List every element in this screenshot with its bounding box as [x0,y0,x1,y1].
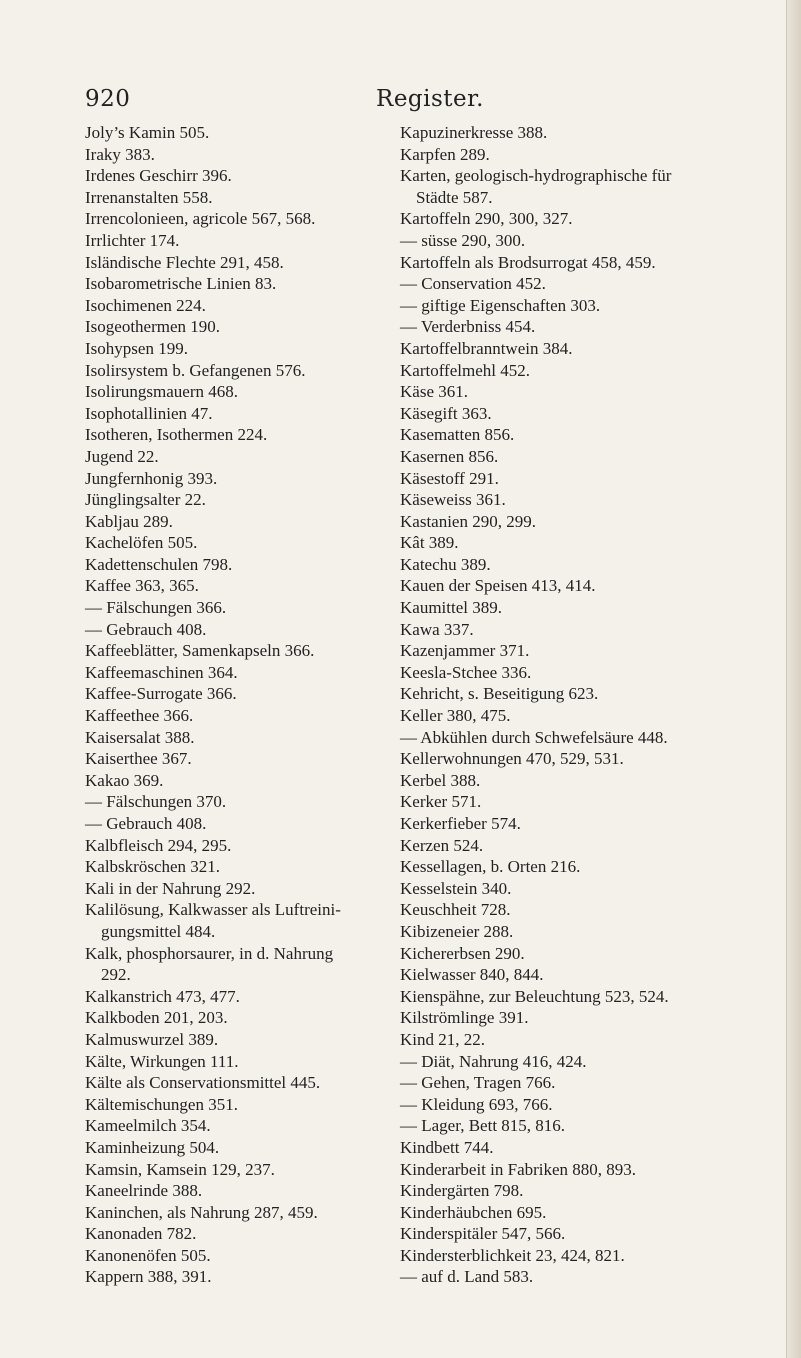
index-entry: Isländische Flechte 291, 458. [85,252,284,272]
index-entry: Kinderarbeit in Fabriken 880, 893. [400,1159,637,1179]
running-title: Register. [376,86,484,112]
index-entry: Kerkerfieber 574. [400,814,521,833]
index-entry: Kartoffelmehl 452. [400,360,530,380]
index-entry: Jünglingsalter 22. [85,490,206,510]
index-entry: Kaumittel 389. [400,598,502,618]
index-entry: Kellerwohnungen 470, 529, 531. [400,749,624,769]
index-entry: Kabljau 289. [85,511,173,531]
index-entry: — auf d. Land 583. [400,1267,534,1287]
index-entry: Kadettenschulen 798. [85,554,233,574]
index-entry: Kastanien 290, 299. [400,511,536,531]
index-entry: — Gehen, Tragen 766. [400,1073,556,1093]
index-entry: Iraky 383. [85,144,155,164]
index-entry: Kerbel 388. [400,770,481,790]
index-entry: Kaneelrinde 388. [85,1181,203,1201]
index-entry: Kältemischungen 351. [85,1094,238,1114]
index-entry: Keller 380, 475. [400,706,511,726]
index-entry: Keuschheit 728. [400,900,511,920]
index-entry: Käsegift 363. [400,403,492,423]
index-entry: Kartoffeln 290, 300, 327. [400,209,573,229]
index-entry: Kibizeneier 288. [400,921,514,941]
index-entry: Kienspähne, zur Beleuchtung 523, 524. [400,986,669,1006]
index-entry: Jungfernhonig 393. [85,468,218,488]
index-entry: Kaffee 363, 365. [85,576,199,596]
index-entry-continuation: gungsmittel 484. [101,921,216,941]
index-entry: Kielwasser 840, 844. [400,965,544,985]
index-entry: Käseweiss 361. [400,490,506,510]
index-entry: Kaninchen, als Nahrung 287, 459. [85,1202,318,1222]
index-entry: Kappern 388, 391. [85,1267,212,1287]
index-entry: Karten, geologisch-hydrographische für [400,166,672,186]
index-entry: Isotheren, Isothermen 224. [85,425,268,445]
index-entry: Irrenanstalten 558. [85,187,213,207]
index-entry: Kerzen 524. [400,835,484,855]
index-entry: Kachelöfen 505. [85,533,198,553]
index-entry: Kind 21, 22. [400,1029,485,1049]
index-entry: Kawa 337. [400,619,474,639]
index-entry: Irrencolonieen, agricole 567, 568. [85,209,316,229]
index-column-right [400,122,760,1288]
index-entry: Kaffeethee 366. [85,706,194,726]
page-header [85,86,725,116]
page-number: 920 [85,86,131,112]
index-entry: Kartoffelbranntwein 384. [400,338,573,358]
index-entry: Käsestoff 291. [400,468,499,488]
index-entry: — Conservation 452. [400,274,546,294]
index-entry: Kilströmlinge 391. [400,1008,529,1028]
index-entry: — Lager, Bett 815, 816. [400,1116,566,1136]
index-entry: Kalk, phosphorsaurer, in d. Nahrung [85,943,334,963]
index-entry: Isobarometrische Linien 83. [85,274,277,294]
index-entry: Kamsin, Kamsein 129, 237. [85,1159,275,1179]
index-entry: — Verderbniss 454. [400,317,536,337]
index-entry: Kindergärten 798. [400,1181,524,1201]
index-entry: Kameelmilch 354. [85,1116,211,1136]
index-entry: Kindersterblichkeit 23, 424, 821. [400,1245,625,1265]
index-entry: Käse 361. [400,382,468,402]
index-entry-continuation: Städte 587. [416,187,493,207]
index-entry: Kanonaden 782. [85,1224,197,1244]
index-entry-continuation: 292. [101,965,131,985]
index-entry: — Kleidung 693, 766. [400,1094,553,1114]
index-entry: Kât 389. [400,533,459,553]
index-entry: Kalbfleisch 294, 295. [85,835,232,855]
index-entry: Kakao 369. [85,770,164,790]
index-entry: Kalilösung, Kalkwasser als Luftreini- [85,900,341,920]
index-entry: — Abkühlen durch Schwefelsäure 448. [400,727,668,747]
index-entry: Kaiserthee 367. [85,749,192,769]
index-entry: Isochimenen 224. [85,295,206,315]
index-entry: Kesselstein 340. [400,878,512,898]
index-entry: Kaffee-Surrogate 366. [85,684,237,704]
index-entry: Isohypsen 199. [85,338,188,358]
index-entry: Kehricht, s. Beseitigung 623. [400,684,599,704]
index-entry: — Fälschungen 370. [85,792,227,812]
index-column-left [85,122,415,1288]
index-entry: Katechu 389. [400,554,491,574]
index-entry: Keesla-Stchee 336. [400,662,532,682]
index-entry: Kälte als Conservationsmittel 445. [85,1073,321,1093]
index-entry: Isolirsystem b. Gefangenen 576. [85,360,306,380]
index-entry: Kapuzinerkresse 388. [400,123,548,142]
index-entry: — giftige Eigenschaften 303. [400,295,601,315]
index-entry: Karpfen 289. [400,144,490,164]
index-entry: Isophotallinien 47. [85,403,213,423]
index-entry: Kaisersalat 388. [85,727,195,747]
index-entry: Jugend 22. [85,446,159,466]
index-entry: — Gebrauch 408. [85,814,207,833]
index-entry: Irdenes Geschirr 396. [85,166,232,186]
index-entry: Kaffeeblätter, Samenkapseln 366. [85,641,315,661]
index-entry: Kalmuswurzel 389. [85,1029,219,1049]
index-entry: Kaffeemaschinen 364. [85,662,238,682]
page-edge [786,0,801,1358]
index-entry: Kinderspitäler 547, 566. [400,1224,566,1244]
index-entry: Isolirungsmauern 468. [85,382,238,402]
index-entry: Kerker 571. [400,792,482,812]
index-entry: — Fälschungen 366. [85,598,227,618]
index-entry: Irrlichter 174. [85,230,180,250]
index-entry: Kanonenöfen 505. [85,1245,211,1265]
index-entry: — Diät, Nahrung 416, 424. [400,1051,587,1071]
index-entry: Kälte, Wirkungen 111. [85,1051,239,1071]
index-entry: Kartoffeln als Brodsurrogat 458, 459. [400,252,656,272]
index-entry: Kali in der Nahrung 292. [85,878,256,898]
index-entry: Kazenjammer 371. [400,641,530,661]
index-entry: Kaminheizung 504. [85,1137,220,1157]
index-entry: Kalkanstrich 473, 477. [85,986,240,1006]
index-entry: Kinderhäubchen 695. [400,1202,547,1222]
index-entry: — Gebrauch 408. [85,619,207,639]
index-entry: Kalbskröschen 321. [85,857,221,877]
index-entry: — süsse 290, 300. [400,230,526,250]
index-entry: Kasernen 856. [400,446,499,466]
index-entry: Joly’s Kamin 505. [85,123,210,142]
index-entry: Kalkboden 201, 203. [85,1008,228,1028]
index-entry: Kessellagen, b. Orten 216. [400,857,581,877]
index-entry: Isogeothermen 190. [85,317,221,337]
index-entry: Kindbett 744. [400,1137,494,1157]
index-entry: Kauen der Speisen 413, 414. [400,576,596,596]
index-entry: Kasematten 856. [400,425,515,445]
index-entry: Kichererbsen 290. [400,943,525,963]
